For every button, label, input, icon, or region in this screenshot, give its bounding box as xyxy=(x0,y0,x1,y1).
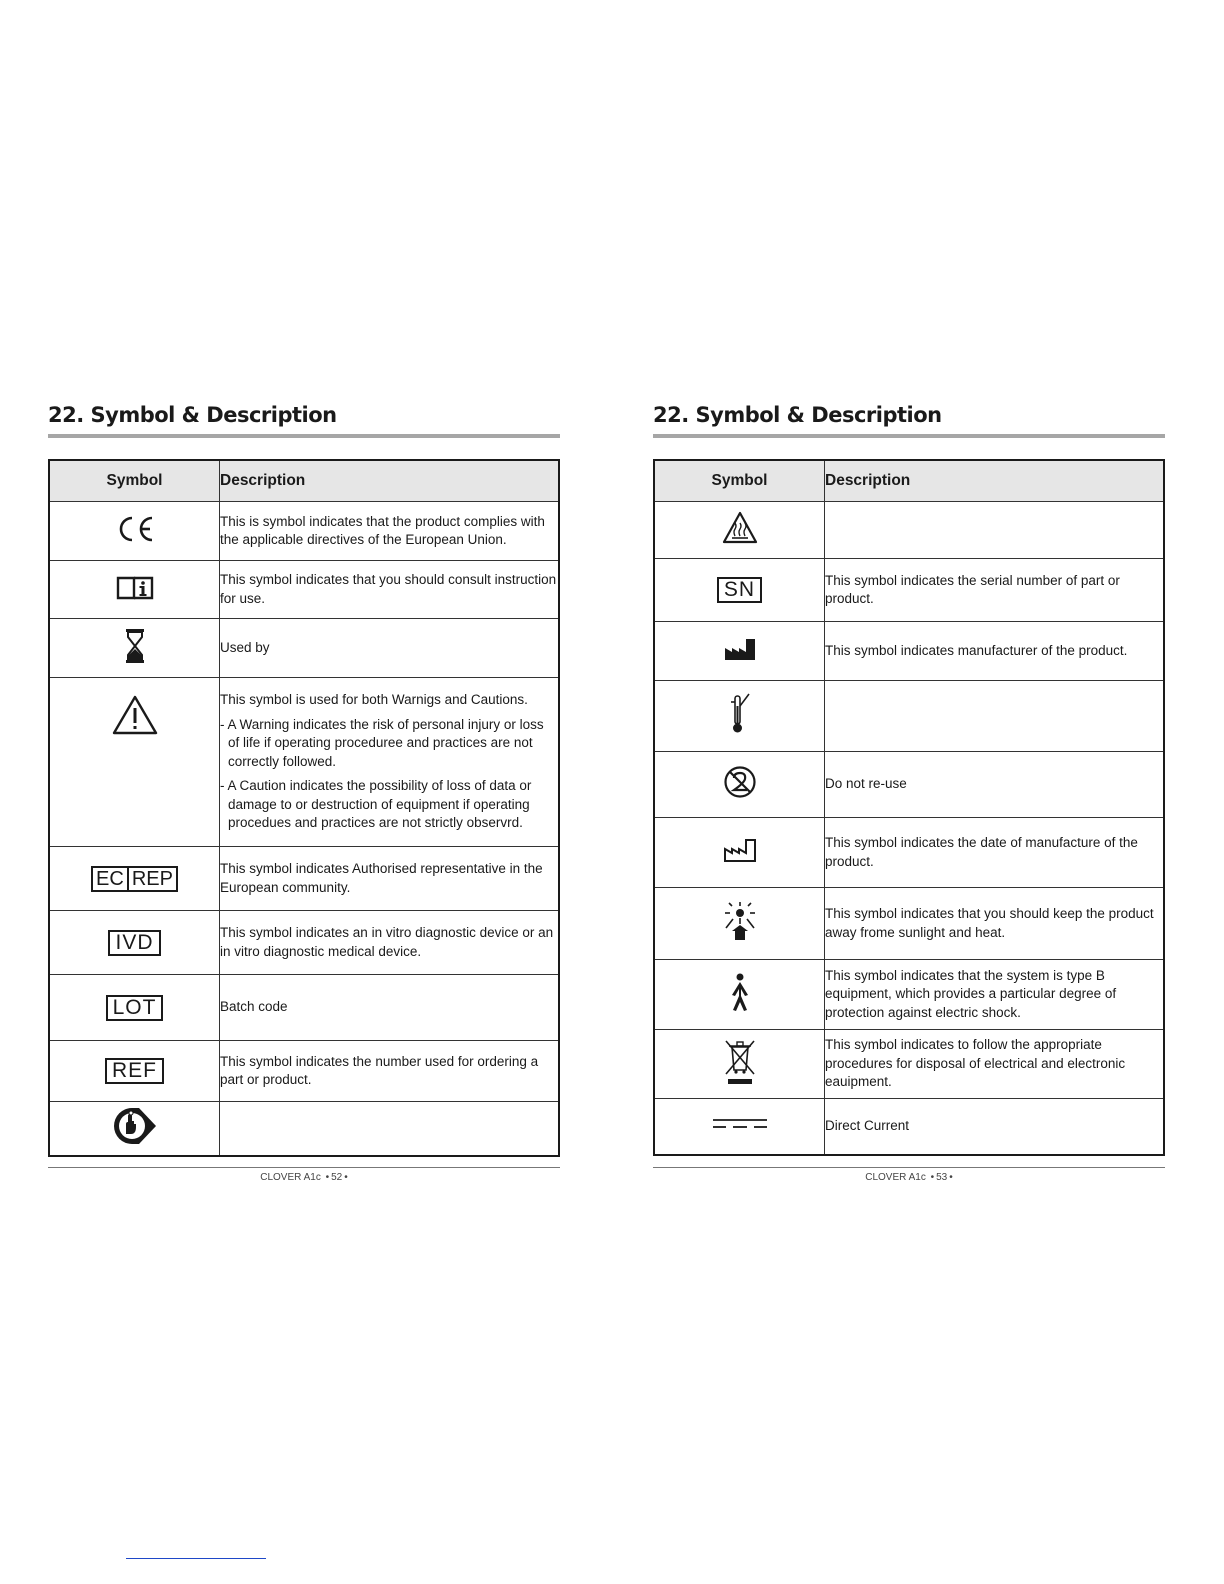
warning-triangle-icon xyxy=(49,678,220,847)
hourglass-icon xyxy=(49,619,220,678)
table-row xyxy=(49,678,559,847)
table-row xyxy=(49,561,559,619)
description-column-header: Description xyxy=(220,460,560,502)
description-cell: This is symbol indicates that the product complies with the applicable directives of the European Union. xyxy=(220,502,560,561)
hot-surface-icon xyxy=(654,502,825,559)
temperature-limit-icon xyxy=(654,681,825,752)
description-cell: This symbol indicates the serial number of part or product. xyxy=(825,559,1165,622)
table-row xyxy=(654,1099,1164,1155)
serial-number-icon xyxy=(654,559,825,622)
footer-bullet: • xyxy=(325,1172,330,1183)
table-row xyxy=(654,888,1164,960)
symbol-column-header: Symbol xyxy=(654,460,825,502)
table-header-row xyxy=(49,460,559,502)
table-row xyxy=(49,1102,559,1156)
description-cell: Used by xyxy=(220,619,560,678)
page-footer xyxy=(48,1172,560,1183)
type-b-person-icon xyxy=(654,960,825,1030)
table-row xyxy=(49,619,559,678)
description-cell: This symbol indicates that you should keep the product away frome sunlight and heat. xyxy=(825,888,1165,960)
title-rule xyxy=(48,434,560,438)
table-row xyxy=(49,502,559,561)
description-cell: This symbol indicates that the system is type B equipment, which provides a particular degree of protection against electric shock. xyxy=(825,960,1165,1030)
footer-page-number: 52 xyxy=(331,1172,343,1183)
footer-bullet: • xyxy=(949,1172,953,1183)
ref-icon xyxy=(49,1041,220,1102)
ivd-label: IVD xyxy=(108,930,160,956)
description-cell xyxy=(220,678,560,847)
description-cell: Do not re-use xyxy=(825,752,1165,818)
table-row xyxy=(654,818,1164,888)
footer-rule xyxy=(48,1167,560,1168)
symbol-table xyxy=(48,459,560,1157)
table-row xyxy=(49,847,559,911)
page-title: 22. Symbol & Description xyxy=(48,403,337,427)
direct-current-icon xyxy=(654,1099,825,1155)
lot-label: LOT xyxy=(106,995,164,1021)
table-row xyxy=(654,960,1164,1030)
table-row xyxy=(49,911,559,975)
table-row xyxy=(49,975,559,1041)
ce-mark-icon xyxy=(49,502,220,561)
hand-in-shield-icon xyxy=(49,1102,220,1156)
description-cell: This symbol indicates the date of manufacture of the product. xyxy=(825,818,1165,888)
do-not-reuse-icon xyxy=(654,752,825,818)
table-row xyxy=(654,1030,1164,1099)
footer-bullet: • xyxy=(930,1172,935,1183)
table-header-row xyxy=(654,460,1164,502)
footer-product: CLOVER A1c xyxy=(865,1172,926,1183)
lot-icon xyxy=(49,975,220,1041)
page-title: 22. Symbol & Description xyxy=(653,403,942,427)
symbol-column-header: Symbol xyxy=(49,460,220,502)
warning-intro: This symbol is used for both Warnigs and Cautions. xyxy=(220,692,528,708)
title-rule xyxy=(653,434,1165,438)
description-cell: Batch code xyxy=(220,975,560,1041)
page-footer xyxy=(653,1172,1165,1183)
table-row xyxy=(49,1041,559,1102)
consult-instructions-icon xyxy=(49,561,220,619)
table-row xyxy=(654,622,1164,681)
footer-page-number: 53 xyxy=(936,1172,948,1183)
footer-rule xyxy=(653,1167,1165,1168)
ref-label: REF xyxy=(105,1058,164,1084)
description-cell: Direct Current xyxy=(825,1099,1165,1155)
footer-product: CLOVER A1c xyxy=(260,1172,321,1183)
description-cell xyxy=(825,681,1165,752)
description-cell: This symbol indicates the number used for ordering a part or product. xyxy=(220,1041,560,1102)
footer-bullet: • xyxy=(344,1172,348,1183)
list-item: - A Warning indicates the risk of personal injury or loss of life if operating proceduree and practices are not correctly followed. xyxy=(220,716,544,769)
description-cell xyxy=(220,1102,560,1156)
description-column-header: Description xyxy=(825,460,1165,502)
symbol-table xyxy=(653,459,1165,1156)
list-item: - A Caution indicates the possibility of loss of data or damage to or destruction of equipment if operating procedues and practices are not strictly observrd. xyxy=(220,778,532,831)
table-row xyxy=(654,752,1164,818)
table-row xyxy=(654,559,1164,622)
ec-label: EC xyxy=(96,867,124,890)
ivd-icon xyxy=(49,911,220,975)
warning-bullets xyxy=(220,716,558,833)
description-cell: This symbol indicates Authorised representative in the European community. xyxy=(220,847,560,911)
sn-label: SN xyxy=(717,577,762,603)
keep-away-sunlight-icon xyxy=(654,888,825,960)
ec-rep-icon xyxy=(49,847,220,911)
table-row xyxy=(654,502,1164,559)
table-row xyxy=(654,681,1164,752)
manufacturer-icon xyxy=(654,622,825,681)
date-of-manufacture-icon xyxy=(654,818,825,888)
description-cell: This symbol indicates that you should consult instruction for use. xyxy=(220,561,560,619)
description-cell: This symbol indicates an in vitro diagnostic device or an in vitro diagnostic medical device. xyxy=(220,911,560,975)
description-cell: This symbol indicates to follow the appropriate procedures for disposal of electrical and electronic eauipment. xyxy=(825,1030,1165,1099)
rep-label: REP xyxy=(127,868,176,890)
weee-bin-icon xyxy=(654,1030,825,1099)
description-cell xyxy=(825,502,1165,559)
description-cell: This symbol indicates manufacturer of the product. xyxy=(825,622,1165,681)
bottom-link-underline xyxy=(126,1558,266,1559)
